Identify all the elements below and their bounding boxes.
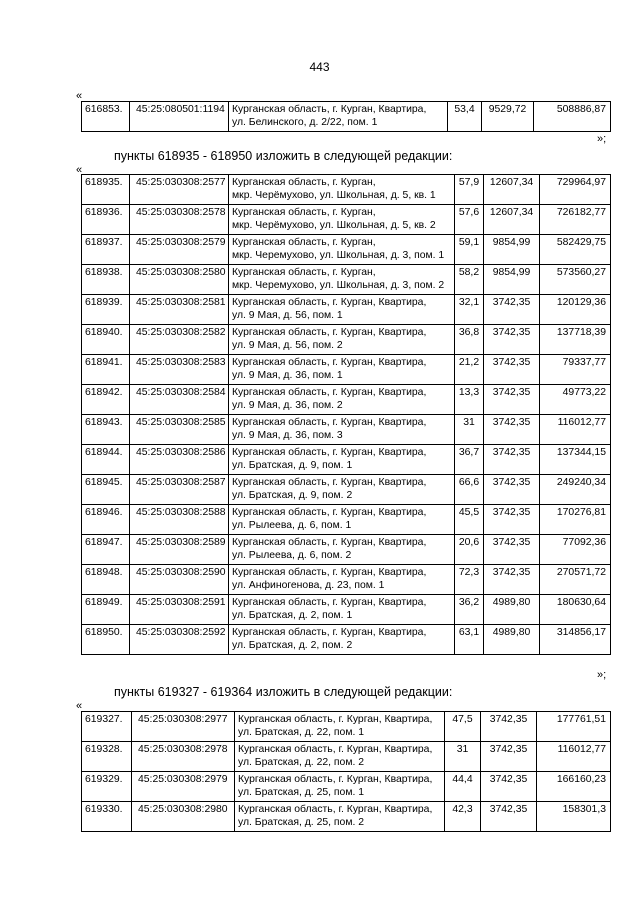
area-value: 53,4	[448, 102, 482, 132]
table-row	[82, 772, 611, 802]
cadastral-number: 45:25:030308:2583	[130, 355, 229, 385]
cost-value: 170276,81	[540, 505, 611, 535]
address	[235, 802, 445, 832]
address-line-1: Курганская область, г. Курган, Квартира,	[232, 597, 427, 608]
rate-value: 3742,35	[484, 295, 540, 325]
area-value: 20,6	[455, 535, 484, 565]
address-line-2: ул. Братская, д. 9, пом. 2	[232, 490, 353, 501]
cadastral-number: 45:25:030308:2584	[130, 385, 229, 415]
address-line-2: ул. Белинского, д. 2/22, пом. 1	[232, 117, 378, 128]
address-line-2: ул. 9 Мая, д. 36, пом. 1	[232, 370, 343, 381]
cost-value: 116012,77	[537, 742, 611, 772]
cadastral-number: 45:25:030308:2586	[130, 445, 229, 475]
table-top	[81, 101, 611, 132]
close-quote-middle: »;	[597, 669, 607, 681]
rate-value: 9529,72	[482, 102, 534, 132]
area-value: 57,9	[455, 175, 484, 205]
table-middle	[81, 174, 611, 655]
cadastral-number: 45:25:030308:2592	[130, 625, 229, 655]
address-line-2: ул. Братская, д. 2, пом. 2	[232, 640, 353, 651]
row-number: 618939.	[82, 295, 130, 325]
address	[229, 385, 455, 415]
address	[235, 712, 445, 742]
table-row	[82, 595, 611, 625]
address-line-1: Курганская область, г. Курган, Квартира,	[232, 327, 427, 338]
address-line-1: Курганская область, г. Курган, Квартира,	[238, 744, 433, 755]
cadastral-number: 45:25:030308:2581	[130, 295, 229, 325]
table-row	[82, 205, 611, 235]
address	[229, 102, 448, 132]
table-row	[82, 802, 611, 832]
area-value: 44,4	[445, 772, 481, 802]
address	[229, 505, 455, 535]
cadastral-number: 45:25:030308:2577	[130, 175, 229, 205]
cadastral-number: 45:25:030308:2587	[130, 475, 229, 505]
cadastral-number: 45:25:030308:2978	[132, 742, 235, 772]
cadastral-number: 45:25:030308:2589	[130, 535, 229, 565]
rate-value: 9854,99	[484, 235, 540, 265]
cadastral-number: 45:25:030308:2579	[130, 235, 229, 265]
address-line-2: ул. 9 Мая, д. 56, пом. 2	[232, 340, 343, 351]
open-quote: «	[76, 90, 83, 102]
address-line-1: Курганская область, г. Курган, Квартира,	[232, 297, 427, 308]
address-line-1: Курганская область, г. Курган, Квартира,	[238, 774, 433, 785]
address-line-1: Курганская область, г. Курган, Квартира,	[232, 507, 427, 518]
area-value: 59,1	[455, 235, 484, 265]
address	[229, 535, 455, 565]
open-quote-bottom: «	[76, 700, 83, 712]
table-row	[82, 505, 611, 535]
address-line-1: Курганская область, г. Курган, Квартира,	[232, 627, 427, 638]
address	[229, 445, 455, 475]
rate-value: 3742,35	[484, 415, 540, 445]
row-number: 618947.	[82, 535, 130, 565]
area-value: 57,6	[455, 205, 484, 235]
cost-value: 180630,64	[540, 595, 611, 625]
address-line-1: Курганская область, г. Курган,	[232, 177, 376, 188]
address	[229, 415, 455, 445]
rate-value: 3742,35	[484, 475, 540, 505]
address-line-1: Курганская область, г. Курган, Квартира,	[232, 567, 427, 578]
rate-value: 3742,35	[484, 355, 540, 385]
area-value: 32,1	[455, 295, 484, 325]
table-row	[82, 355, 611, 385]
address-line-2: ул. Братская, д. 25, пом. 2	[238, 817, 365, 828]
rate-value: 3742,35	[484, 505, 540, 535]
table-row	[82, 742, 611, 772]
address-line-2: ул. Братская, д. 22, пом. 1	[238, 727, 365, 738]
cadastral-number: 45:25:030308:2980	[132, 802, 235, 832]
cost-value: 177761,51	[537, 712, 611, 742]
address-line-1: Курганская область, г. Курган, Квартира,	[232, 357, 427, 368]
address	[229, 595, 455, 625]
address	[229, 355, 455, 385]
cadastral-number: 45:25:030308:2582	[130, 325, 229, 355]
address-line-2: ул. Анфиногенова, д. 23, пом. 1	[232, 580, 385, 591]
row-number: 618938.	[82, 265, 130, 295]
table-row	[82, 565, 611, 595]
rate-value: 9854,99	[484, 265, 540, 295]
area-value: 21,2	[455, 355, 484, 385]
area-value: 31	[445, 742, 481, 772]
address-line-1: Курганская область, г. Курган,	[232, 267, 376, 278]
rate-value: 3742,35	[484, 445, 540, 475]
area-value: 36,7	[455, 445, 484, 475]
cost-value: 270571,72	[540, 565, 611, 595]
rate-value: 3742,35	[481, 742, 537, 772]
rate-value: 3742,35	[481, 772, 537, 802]
table-row	[82, 102, 611, 132]
open-quote-middle: «	[76, 164, 83, 176]
address	[229, 625, 455, 655]
address	[229, 325, 455, 355]
cost-value: 79337,77	[540, 355, 611, 385]
cadastral-number: 45:25:080501:1194	[130, 102, 229, 132]
address-line-1: Курганская область, г. Курган, Квартира,	[238, 714, 433, 725]
address-line-1: Курганская область, г. Курган, Квартира,	[232, 387, 427, 398]
address-line-2: ул. 9 Мая, д. 36, пом. 2	[232, 400, 343, 411]
address-line-1: Курганская область, г. Курган, Квартира,	[238, 804, 433, 815]
area-value: 58,2	[455, 265, 484, 295]
address-line-2: мкр. Черемухово, ул. Школьная, д. 3, пом. 1	[232, 250, 445, 261]
address-line-1: Курганская область, г. Курган, Квартира,	[232, 447, 427, 458]
page-number: 443	[309, 60, 330, 74]
rate-value: 4989,80	[484, 595, 540, 625]
cost-value: 116012,77	[540, 415, 611, 445]
table-row	[82, 445, 611, 475]
table-row	[82, 625, 611, 655]
table-row	[82, 295, 611, 325]
address-line-1: Курганская область, г. Курган,	[232, 237, 376, 248]
address-line-2: ул. 9 Мая, д. 36, пом. 3	[232, 430, 343, 441]
address-line-2: ул. Братская, д. 25, пом. 1	[238, 787, 365, 798]
cost-value: 137344,15	[540, 445, 611, 475]
cadastral-number: 45:25:030308:2590	[130, 565, 229, 595]
cadastral-number: 45:25:030308:2977	[132, 712, 235, 742]
address-line-2: мкр. Черёмухово, ул. Школьная, д. 5, кв. 1	[232, 190, 436, 201]
cost-value: 120129,36	[540, 295, 611, 325]
cost-value: 508886,87	[534, 102, 611, 132]
address	[229, 205, 455, 235]
address-line-2: ул. Рылеева, д. 6, пом. 2	[232, 550, 352, 561]
address-line-2: мкр. Черемухово, ул. Школьная, д. 3, пом. 2	[232, 280, 445, 291]
address	[229, 235, 455, 265]
table-row	[82, 535, 611, 565]
address-line-2: ул. Братская, д. 2, пом. 1	[232, 610, 353, 621]
rate-value: 4989,80	[484, 625, 540, 655]
area-value: 63,1	[455, 625, 484, 655]
address-line-1: Курганская область, г. Курган, Квартира,	[232, 537, 427, 548]
intro-bottom: пункты 619327 - 619364 изложить в следующей редакции:	[114, 685, 453, 699]
address-line-1: Курганская область, г. Курган, Квартира,	[232, 417, 427, 428]
cost-value: 582429,75	[540, 235, 611, 265]
address-line-2: ул. Рылеева, д. 6, пом. 1	[232, 520, 352, 531]
cadastral-number: 45:25:030308:2979	[132, 772, 235, 802]
cost-value: 137718,39	[540, 325, 611, 355]
table-row	[82, 385, 611, 415]
address	[229, 175, 455, 205]
row-number: 619327.	[82, 712, 132, 742]
table-row	[82, 175, 611, 205]
row-number: 619330.	[82, 802, 132, 832]
table-row	[82, 475, 611, 505]
rate-value: 3742,35	[484, 325, 540, 355]
cost-value: 573560,27	[540, 265, 611, 295]
row-number: 618945.	[82, 475, 130, 505]
address	[229, 265, 455, 295]
cadastral-number: 45:25:030308:2585	[130, 415, 229, 445]
cost-value: 166160,23	[537, 772, 611, 802]
address-line-1: Курганская область, г. Курган, Квартира,	[232, 477, 427, 488]
row-number: 616853.	[82, 102, 130, 132]
area-value: 72,3	[455, 565, 484, 595]
row-number: 618944.	[82, 445, 130, 475]
rate-value: 3742,35	[484, 565, 540, 595]
rate-value: 12607,34	[484, 175, 540, 205]
row-number: 618940.	[82, 325, 130, 355]
cost-value: 77092,36	[540, 535, 611, 565]
cost-value: 49773,22	[540, 385, 611, 415]
address	[235, 772, 445, 802]
table-bottom	[81, 711, 611, 832]
table-row	[82, 415, 611, 445]
table-row	[82, 235, 611, 265]
cadastral-number: 45:25:030308:2588	[130, 505, 229, 535]
cost-value: 729964,97	[540, 175, 611, 205]
cadastral-number: 45:25:030308:2591	[130, 595, 229, 625]
rate-value: 3742,35	[484, 385, 540, 415]
cost-value: 726182,77	[540, 205, 611, 235]
address	[229, 295, 455, 325]
row-number: 618948.	[82, 565, 130, 595]
area-value: 36,8	[455, 325, 484, 355]
rate-value: 3742,35	[481, 712, 537, 742]
cost-value: 158301,3	[537, 802, 611, 832]
row-number: 619329.	[82, 772, 132, 802]
row-number: 618935.	[82, 175, 130, 205]
row-number: 618943.	[82, 415, 130, 445]
row-number: 618942.	[82, 385, 130, 415]
address-line-2: ул. 9 Мая, д. 56, пом. 1	[232, 310, 343, 321]
cadastral-number: 45:25:030308:2578	[130, 205, 229, 235]
intro-middle: пункты 618935 - 618950 изложить в следующей редакции:	[114, 149, 453, 163]
close-quote-top: »;	[597, 133, 607, 145]
rate-value: 12607,34	[484, 205, 540, 235]
row-number: 618936.	[82, 205, 130, 235]
row-number: 619328.	[82, 742, 132, 772]
address-line-2: мкр. Черёмухово, ул. Школьная, д. 5, кв. 2	[232, 220, 436, 231]
cost-value: 249240,34	[540, 475, 611, 505]
address	[235, 742, 445, 772]
cost-value: 314856,17	[540, 625, 611, 655]
area-value: 36,2	[455, 595, 484, 625]
row-number: 618949.	[82, 595, 130, 625]
area-value: 47,5	[445, 712, 481, 742]
row-number: 618950.	[82, 625, 130, 655]
table-row	[82, 325, 611, 355]
area-value: 42,3	[445, 802, 481, 832]
row-number: 618941.	[82, 355, 130, 385]
row-number: 618946.	[82, 505, 130, 535]
cadastral-number: 45:25:030308:2580	[130, 265, 229, 295]
area-value: 45,5	[455, 505, 484, 535]
area-value: 31	[455, 415, 484, 445]
area-value: 13,3	[455, 385, 484, 415]
rate-value: 3742,35	[481, 802, 537, 832]
address	[229, 475, 455, 505]
rate-value: 3742,35	[484, 535, 540, 565]
address	[229, 565, 455, 595]
row-number: 618937.	[82, 235, 130, 265]
table-row	[82, 712, 611, 742]
address-line-2: ул. Братская, д. 9, пом. 1	[232, 460, 353, 471]
address-line-2: ул. Братская, д. 22, пом. 2	[238, 757, 365, 768]
area-value: 66,6	[455, 475, 484, 505]
address-line-1: Курганская область, г. Курган,	[232, 207, 376, 218]
table-row	[82, 265, 611, 295]
address-line-1: Курганская область, г. Курган, Квартира,	[232, 104, 427, 115]
